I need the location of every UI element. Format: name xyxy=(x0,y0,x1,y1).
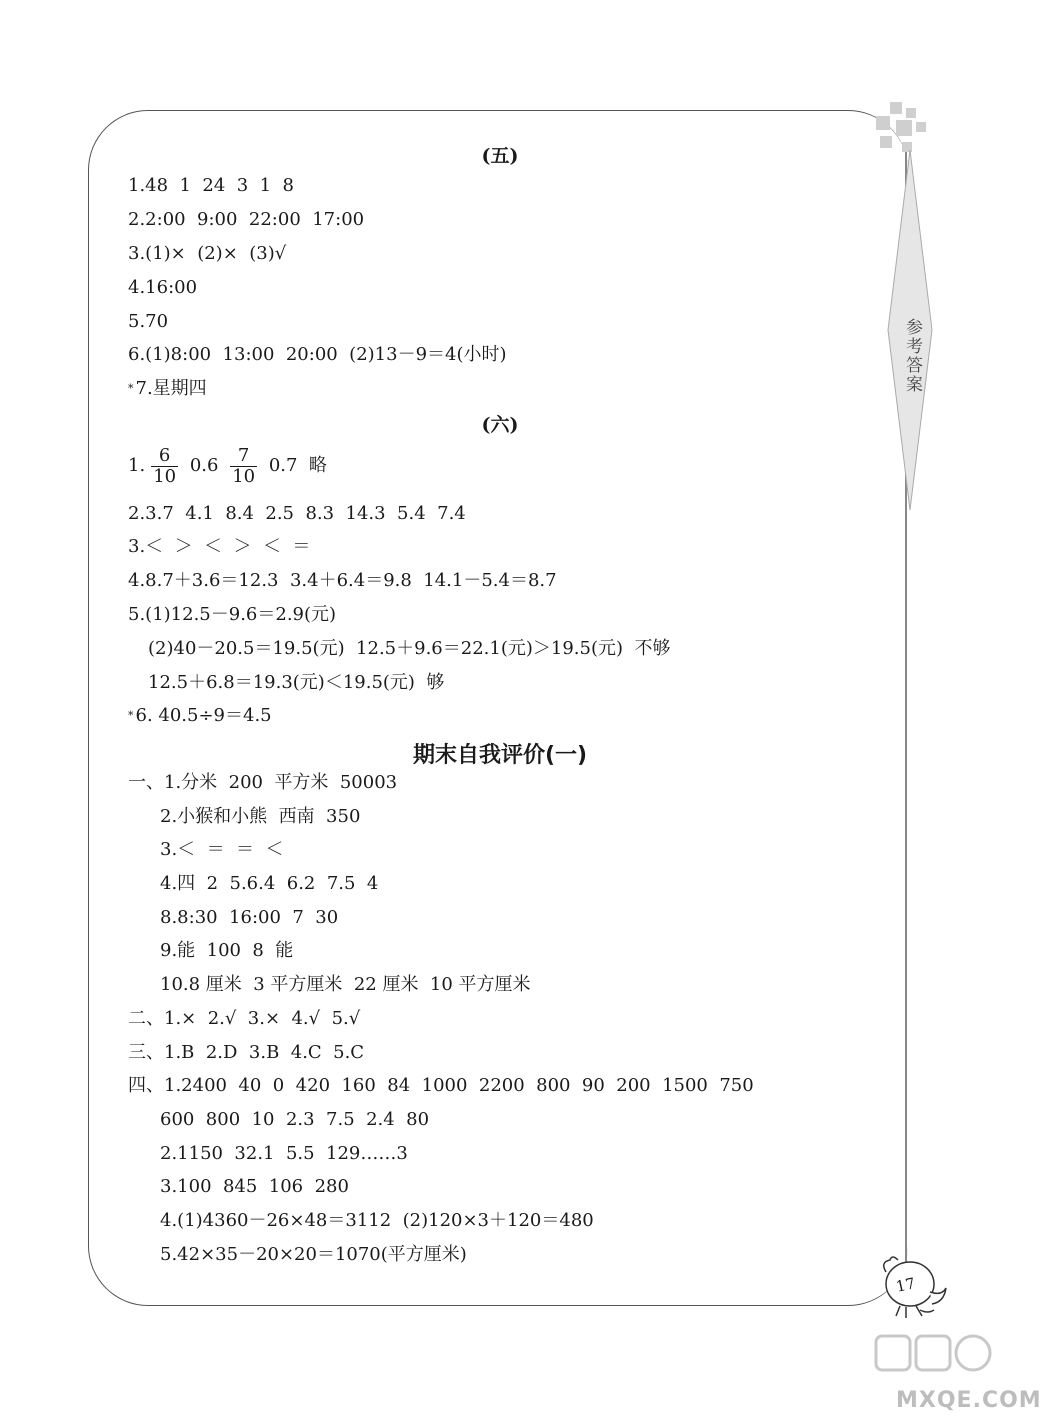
answer-line: 2.2:00 9:00 22:00 17:00 xyxy=(128,209,365,230)
answer-line: (2)40－20.5＝19.5(元) 12.5＋9.6＝22.1(元)＞19.5(元) 不够 xyxy=(148,638,671,659)
answer-line: 10.8 厘米 3 平方厘米 22 厘米 10 平方厘米 xyxy=(160,974,531,995)
final-title: 期末自我评价(一) xyxy=(412,743,588,768)
watermark-text: MXQE.COM xyxy=(896,1388,1042,1413)
answer-line: 9.能 100 8 能 xyxy=(160,940,294,961)
answer-line: 2.1150 32.1 5.5 129……3 xyxy=(160,1143,408,1164)
answer-text: 6. 40.5÷9＝4.5 xyxy=(135,705,272,726)
side-label: 参考答案 xyxy=(902,318,922,394)
fraction xyxy=(151,446,178,487)
answer-line: 一、1.分米 200 平方米 50003 xyxy=(128,772,398,793)
section5-heading: (五) xyxy=(481,145,519,167)
fraction xyxy=(230,446,257,487)
answer-line: 3.＜ ＞ ＜ ＞ ＜ ＝ xyxy=(128,536,311,557)
answer-text: 0.6 xyxy=(189,455,219,476)
answer-line: 8.8:30 16:00 7 30 xyxy=(160,907,339,928)
fraction-denominator: 10 xyxy=(232,465,256,487)
star-mark: * xyxy=(128,709,134,722)
answer-line: 四、1.2400 40 0 420 160 84 1000 2200 800 90 200 1500 750 xyxy=(128,1075,754,1096)
answer-text: 7.星期四 xyxy=(135,378,207,399)
answer-line-fractions xyxy=(128,444,327,488)
answer-line: 600 800 10 2.3 7.5 2.4 80 xyxy=(160,1109,430,1130)
answer-line: 2.小猴和小熊 西南 350 xyxy=(160,806,361,827)
answer-line: 4.8.7＋3.6＝12.3 3.4＋6.4＝9.8 14.1－5.4＝8.7 xyxy=(128,570,557,591)
star-mark: * xyxy=(128,382,134,395)
answer-line: 2.3.7 4.1 8.4 2.5 8.3 14.3 5.4 7.4 xyxy=(128,503,466,524)
answer-line: 4.四 2 5.6.4 6.2 7.5 4 xyxy=(160,873,379,894)
fraction-denominator: 10 xyxy=(153,465,177,487)
answer-line: 5.(1)12.5－9.6＝2.9(元) xyxy=(128,604,337,625)
answer-text: 1. xyxy=(128,455,146,476)
answer-line: 3.100 845 106 280 xyxy=(160,1176,349,1197)
fraction-numerator: 7 xyxy=(230,446,257,467)
answer-line: 12.5＋6.8＝19.3(元)＜19.5(元) 够 xyxy=(148,672,445,693)
answer-text: 0.7 略 xyxy=(268,455,327,476)
answer-line: 二、1.× 2.√ 3.× 4.√ 5.√ xyxy=(128,1008,361,1029)
answer-line: 4.(1)4360－26×48＝3112 (2)120×3＋120＝480 xyxy=(160,1210,594,1231)
answer-line: 1.48 1 24 3 1 8 xyxy=(128,175,295,196)
answer-line-starred xyxy=(128,704,272,728)
answer-line: 3.＜ ＝ ＝ ＜ xyxy=(160,839,284,860)
fraction-numerator: 6 xyxy=(151,446,178,467)
page-number: 17 xyxy=(894,1274,917,1296)
answer-line-starred xyxy=(128,377,207,401)
answer-line: 5.42×35－20×20＝1070(平方厘米) xyxy=(160,1244,467,1265)
answer-line: 6.(1)8:00 13:00 20:00 (2)13－9＝4(小时) xyxy=(128,344,507,365)
answer-line: 4.16:00 xyxy=(128,277,198,298)
answer-line: 5.70 xyxy=(128,311,169,332)
answer-line: 三、1.B 2.D 3.B 4.C 5.C xyxy=(128,1042,365,1063)
section6-heading: (六) xyxy=(481,414,519,436)
answer-line: 3.(1)× (2)× (3)√ xyxy=(128,243,287,264)
